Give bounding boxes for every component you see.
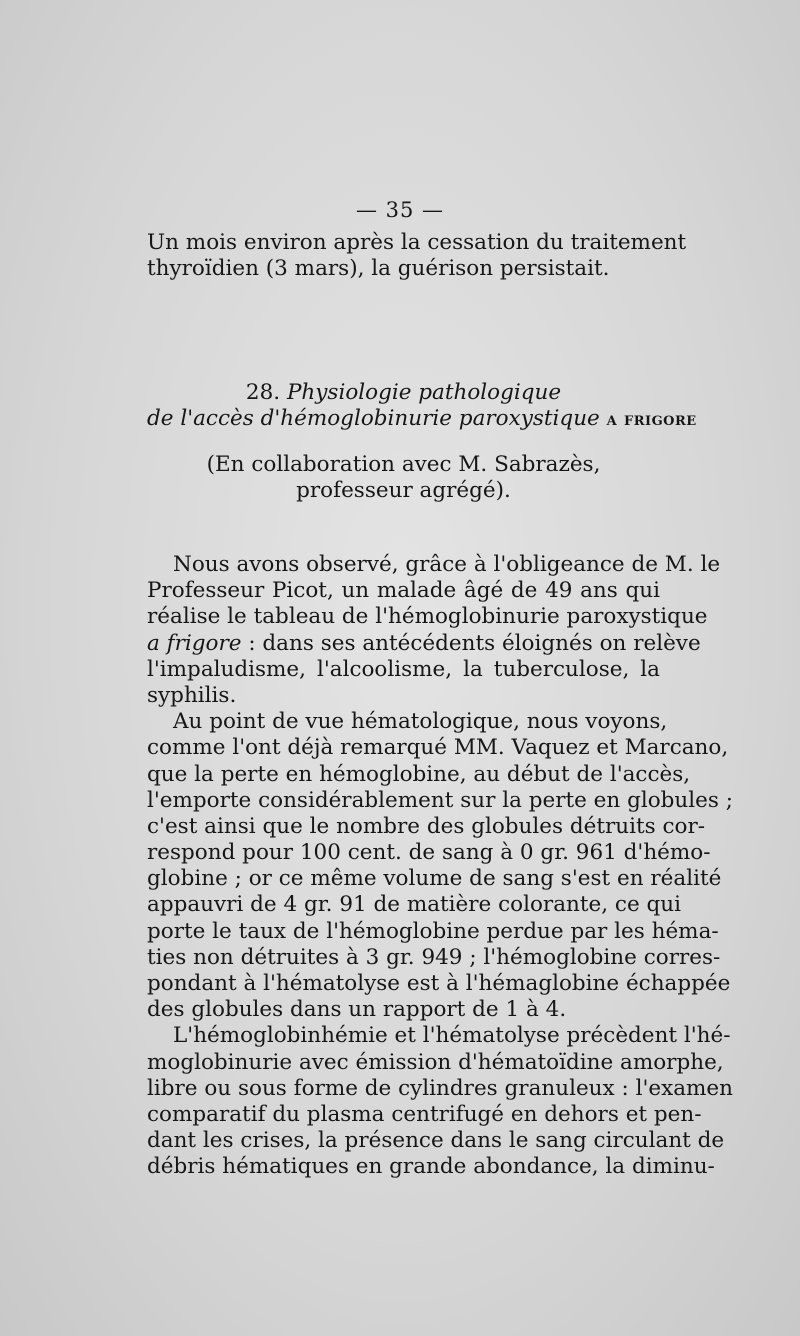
text-line: l'impaludisme, l'alcoolisme, la tuberculose, la: [147, 656, 660, 682]
text-line: Nous avons observé, grâce à l'obligeance de M. le: [173, 552, 721, 577]
intro-paragraph: [147, 230, 687, 282]
text-line: moglobinurie avec émission d'hématoïdine amorphe,: [147, 1049, 724, 1075]
text-line: respond pour 100 cent. de sang à 0 gr. 961 d'hémo-: [147, 840, 711, 866]
text-line: L'hémoglobinhémie et l'hématolyse précèdent l'hé-: [173, 1023, 731, 1049]
text-line: des globules dans un rapport de 1 à 4.: [147, 997, 567, 1023]
body-text: [147, 552, 733, 1181]
text-line: réalise le tableau de l'hémoglobinurie paroxystique: [147, 604, 708, 630]
text-line: Professeur Picot, un malade âgé de 49 ans qui: [147, 578, 660, 604]
text-line: a frigore : dans ses antécédents éloignés on relève: [147, 630, 701, 656]
section-title: [147, 380, 697, 432]
text-line: débris hématiques en grande abondance, la diminu-: [147, 1154, 715, 1180]
section-number: 28.: [245, 380, 281, 405]
text-line: porte le taux de l'hémoglobine perdue par les héma-: [147, 918, 719, 944]
title-line-2: [147, 406, 697, 432]
text-line: comme l'ont déjà remarqué MM. Vaquez et Marcano,: [147, 735, 729, 761]
text-line: libre ou sous forme de cylindres granuleux : l'examen: [147, 1075, 733, 1101]
collab-line: (En collaboration avec M. Sabrazès,: [206, 452, 601, 477]
text-line: Au point de vue hématologique, nous voyons,: [173, 709, 668, 735]
collaboration-note: [147, 452, 660, 504]
text-line: thyroïdien (3 mars), la guérison persistait.: [147, 256, 610, 282]
page-number: — 35 —: [355, 198, 445, 222]
collab-line: professeur agrégé).: [296, 478, 511, 504]
text-line: que la perte en hémoglobine, au début de l'accès,: [147, 761, 691, 787]
text-line: l'emporte considérablement sur la perte en globules ;: [147, 787, 733, 813]
text-line: dant les crises, la présence dans le sang circulant de: [147, 1128, 725, 1154]
text-line: globine ; or ce même volume de sang s'est en réalité: [147, 866, 722, 892]
text-line: comparatif du plasma centrifugé en dehors et pen-: [147, 1101, 702, 1127]
text-line: c'est ainsi que le nombre des globules détruits cor-: [147, 813, 706, 839]
text-line: pondant à l'hématolyse est à l'hémaglobine échappée: [147, 971, 731, 996]
title-line-1: [147, 380, 660, 406]
title-caps: a frigore: [606, 409, 697, 431]
title-italic-2: de l'accès d'hémoglobinurie paroxystique: [147, 406, 600, 432]
text-line: Un mois environ après la cessation du traitement: [147, 230, 687, 255]
title-italic-1: Physiologie pathologique: [286, 380, 562, 405]
italic-term: a frigore: [147, 630, 242, 656]
text-line: syphilis.: [147, 682, 237, 708]
text-line: appauvri de 4 gr. 91 de matière colorante, ce qui: [147, 892, 681, 918]
text-line: ties non détruites à 3 gr. 949 ; l'hémoglobine corres-: [147, 944, 721, 970]
